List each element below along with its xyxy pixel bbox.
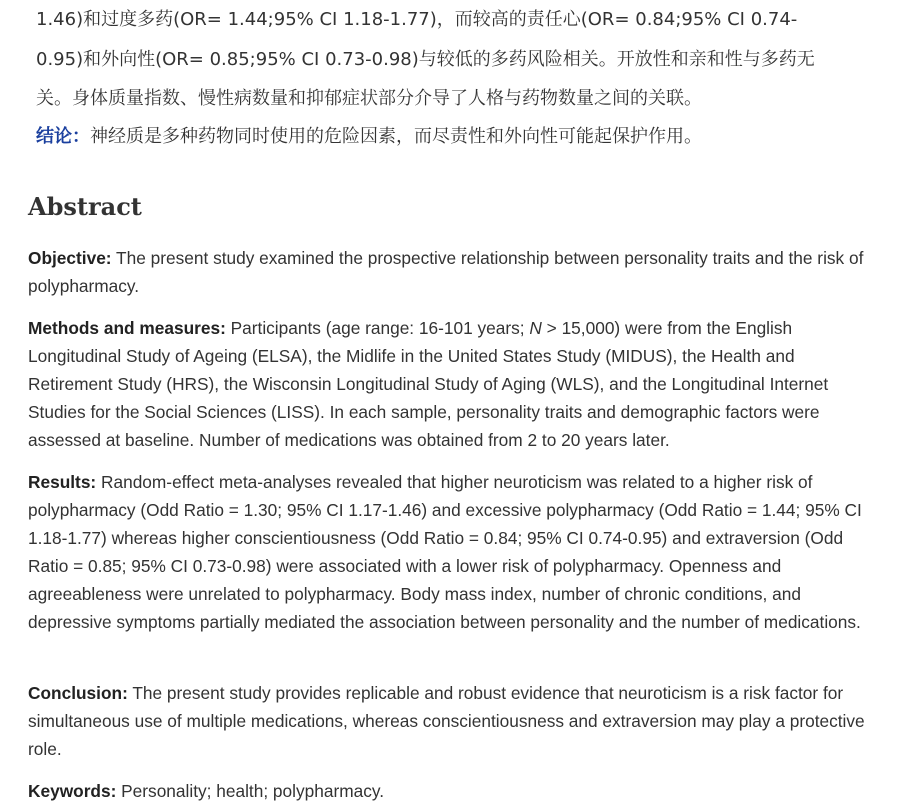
chinese-conclusion <box>36 117 876 157</box>
conclusion-text: The present study provides replicable and robust evidence that neuroticism is a risk factor for simultaneous use of multiple medications, whereas conscientiousness and extraversion may play a protective role. <box>28 683 865 759</box>
keywords-text: Personality; health; polypharmacy. <box>116 781 385 801</box>
conclusion-paragraph <box>28 679 876 763</box>
objective-paragraph <box>28 244 876 300</box>
results-paragraph <box>28 468 876 636</box>
keywords-paragraph <box>28 777 876 805</box>
chinese-results-line-3: 关。身体质量指数、慢性病数量和抑郁症状部分介导了人格与药物数量之间的关联。 <box>36 88 702 109</box>
methods-sample-size-symbol: N <box>529 318 542 338</box>
results-label: Results: <box>28 472 97 492</box>
abstract-heading: Abstract <box>28 192 142 221</box>
objective-label: Objective: <box>28 248 112 268</box>
chinese-results-line-2: 0.95)和外向性(OR= 0.85;95% CI 0.73-0.98)与较低的多药风险相关。开放性和亲和性与多药无 <box>36 49 815 70</box>
methods-label: Methods and measures: <box>28 318 226 338</box>
results-text: Random-effect meta-analyses revealed that higher neuroticism was related to a higher risk of polypharmacy (Odd Ratio = 1.30; 95% CI 1.17-1.46) and excessive polypharmacy (Odd Ratio = 1.44; 95% CI 1.18-1.77) whereas higher conscientiousness (Odd Ratio = 0.84; 95% CI 0.74-0.95) and extraversion (Odd Ratio = 0.85; 95% CI 0.73-0.98) were associated with a lower risk of polypharmacy. Openness and agreeableness were unrelated to polypharmacy. Body mass index, number of chronic conditions, and depressive symptoms partially mediated the association between personality and the number of medications. <box>28 472 862 632</box>
chinese-conclusion-text: 神经质是多种药物同时使用的危险因素，而尽责性和外向性可能起保护作用。 <box>90 126 702 147</box>
methods-text-pre: Participants (age range: 16-101 years; <box>225 318 530 338</box>
conclusion-label: Conclusion: <box>28 683 128 703</box>
keywords-label: Keywords: <box>28 781 117 801</box>
objective-text: The present study examined the prospective relationship between personality traits and the risk of polypharmacy. <box>28 248 864 296</box>
methods-text-post: > 15,000) were from the English Longitudinal Study of Ageing (ELSA), the Midlife in the United States Study (MIDUS), the Health and Retirement Study (HRS), the Wisconsin Longitudinal Study of Aging (WLS), and the Longitudinal Internet Studies for the Social Sciences (LISS). In each sample, personality traits and demographic factors were assessed at baseline. Number of medications was obtained from 2 to 20 years later. <box>28 318 829 450</box>
methods-paragraph <box>28 314 876 454</box>
chinese-results-line-1: 1.46)和过度多药(OR= 1.44;95% CI 1.18-1.77)，而较高的责任心(OR= 0.84;95% CI 0.74- <box>36 9 798 30</box>
chinese-conclusion-label: 结论： <box>36 126 90 147</box>
